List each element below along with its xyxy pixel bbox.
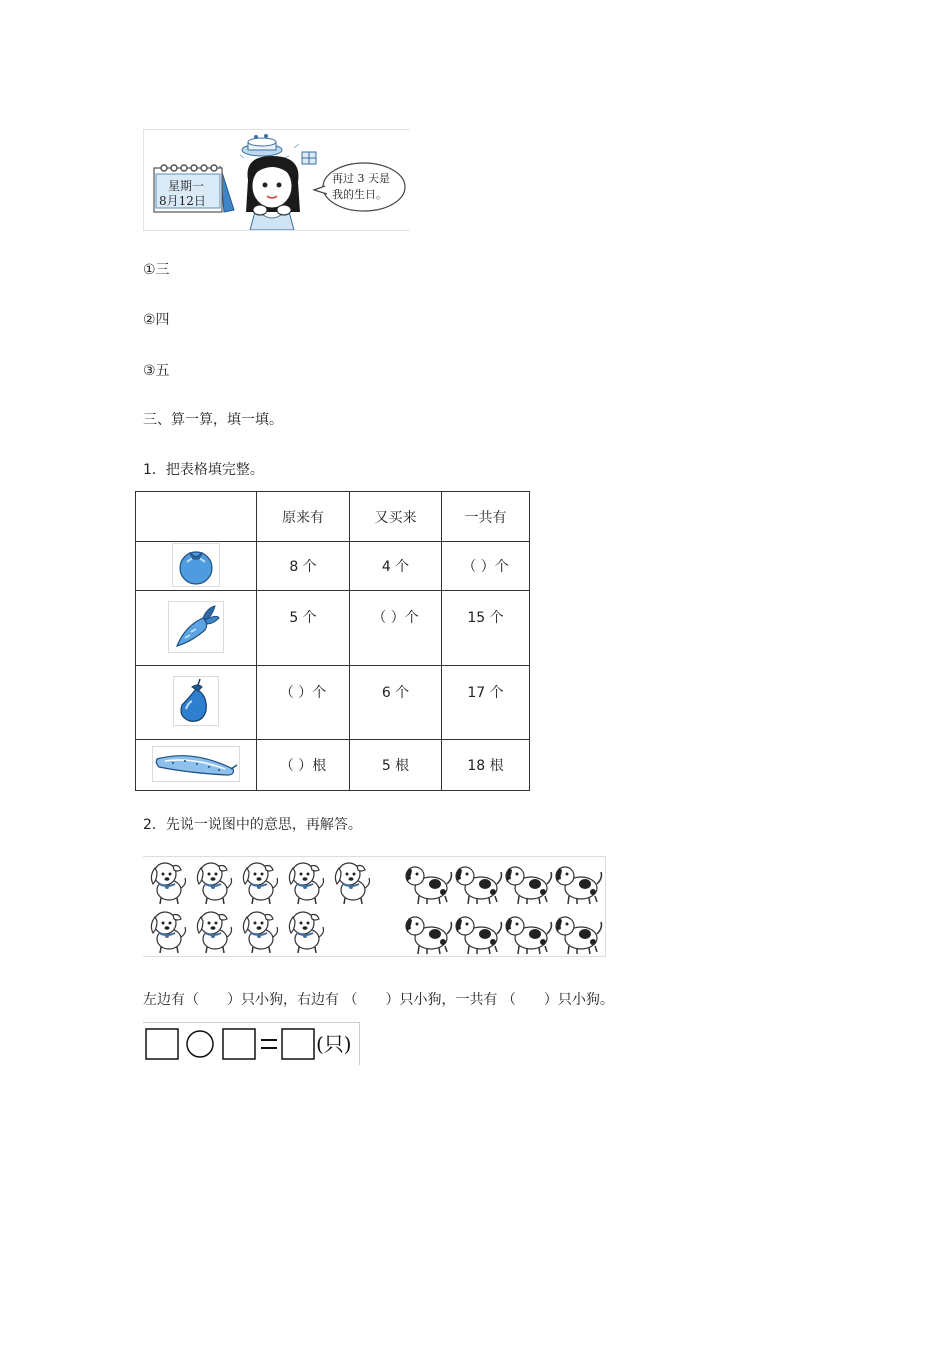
white-puppy-icon bbox=[197, 912, 231, 953]
operator-circle[interactable] bbox=[187, 1031, 213, 1057]
dogs-illustration bbox=[143, 857, 605, 956]
option-2: ②四 bbox=[143, 312, 170, 328]
tomato-icon bbox=[172, 543, 220, 587]
table-row bbox=[136, 591, 530, 666]
table-cell[interactable]: （ ）个 bbox=[257, 666, 350, 740]
table-cell: 5 根 bbox=[350, 740, 442, 791]
equals-sign bbox=[261, 1040, 277, 1048]
answer-box-3[interactable] bbox=[282, 1029, 314, 1059]
question-2-sentence: 左边有（ ）只小狗，右边有 （ ）只小狗，一共有 （ ）只小狗。 bbox=[143, 992, 614, 1008]
speech-line-1: 再过 3 天是 bbox=[332, 172, 390, 185]
table-cell: 6 个 bbox=[350, 666, 442, 740]
table-cell: 17 个 bbox=[442, 666, 530, 740]
item-cell bbox=[136, 542, 257, 591]
speech-bubble bbox=[314, 163, 405, 211]
table-row bbox=[136, 666, 530, 740]
option-3: ③五 bbox=[143, 363, 170, 379]
table-cell: 5 个 bbox=[257, 591, 350, 666]
spotted-dog-icon bbox=[506, 917, 552, 954]
spotted-dog-icon bbox=[556, 917, 602, 954]
table-cell: 4 个 bbox=[350, 542, 442, 591]
option-1: ①三 bbox=[143, 262, 170, 278]
item-cell bbox=[136, 666, 257, 740]
white-puppy-icon bbox=[151, 912, 185, 953]
cake-icon bbox=[242, 134, 282, 156]
table-cell[interactable]: （ ）个 bbox=[442, 542, 530, 591]
white-puppy-icon bbox=[151, 863, 185, 904]
spotted-dog-icon bbox=[456, 917, 502, 954]
section-title: 三、算一算，填一填。 bbox=[143, 412, 283, 428]
item-cell bbox=[136, 591, 257, 666]
dogs-figure bbox=[143, 856, 606, 957]
white-puppy-icon bbox=[289, 863, 323, 904]
table-header-cell: 原来有 bbox=[257, 492, 350, 542]
fill-in-table bbox=[135, 491, 530, 791]
table-header-cell: 又买来 bbox=[350, 492, 442, 542]
table-header-cell: 一共有 bbox=[442, 492, 530, 542]
table-cell[interactable]: （ ）根 bbox=[257, 740, 350, 791]
eggplant-icon bbox=[173, 676, 219, 726]
birthday-figure bbox=[143, 129, 410, 231]
white-puppy-icon bbox=[197, 863, 231, 904]
white-puppy-icon bbox=[335, 863, 369, 904]
spotted-dog-icon bbox=[406, 917, 452, 954]
table-row bbox=[136, 542, 530, 591]
radish-icon bbox=[168, 601, 224, 653]
question-2-title: 2．先说一说图中的意思，再解答。 bbox=[143, 817, 362, 833]
question-1-title: 1．把表格填完整。 bbox=[143, 462, 264, 478]
spotted-dog-icon bbox=[406, 867, 452, 904]
speech-line-2: 我的生日。 bbox=[332, 188, 387, 201]
calendar-date: 8月12日 bbox=[159, 194, 206, 208]
birthday-illustration bbox=[144, 130, 410, 230]
gift-icon bbox=[302, 152, 316, 164]
equation-unit: (只) bbox=[316, 1032, 352, 1056]
table-cell: 15 个 bbox=[442, 591, 530, 666]
calendar-icon bbox=[154, 165, 234, 212]
answer-box-2[interactable] bbox=[223, 1029, 255, 1059]
answer-box-1[interactable] bbox=[146, 1029, 178, 1059]
white-puppy-icon bbox=[243, 912, 277, 953]
cucumber-icon bbox=[152, 746, 240, 782]
table-header-row bbox=[136, 492, 530, 542]
white-puppy-icon bbox=[289, 912, 323, 953]
equation-figure bbox=[143, 1022, 360, 1065]
item-cell bbox=[136, 740, 257, 791]
table-cell[interactable]: （ ）个 bbox=[350, 591, 442, 666]
spotted-dog-icon bbox=[456, 867, 502, 904]
spotted-dog-icon bbox=[506, 867, 552, 904]
table-cell: 18 根 bbox=[442, 740, 530, 791]
table-row bbox=[136, 740, 530, 791]
girl-icon bbox=[246, 156, 300, 230]
table-header-cell bbox=[136, 492, 257, 542]
spotted-dog-icon bbox=[556, 867, 602, 904]
white-puppy-icon bbox=[243, 863, 277, 904]
table-cell: 8 个 bbox=[257, 542, 350, 591]
calendar-weekday: 星期一 bbox=[168, 179, 205, 193]
